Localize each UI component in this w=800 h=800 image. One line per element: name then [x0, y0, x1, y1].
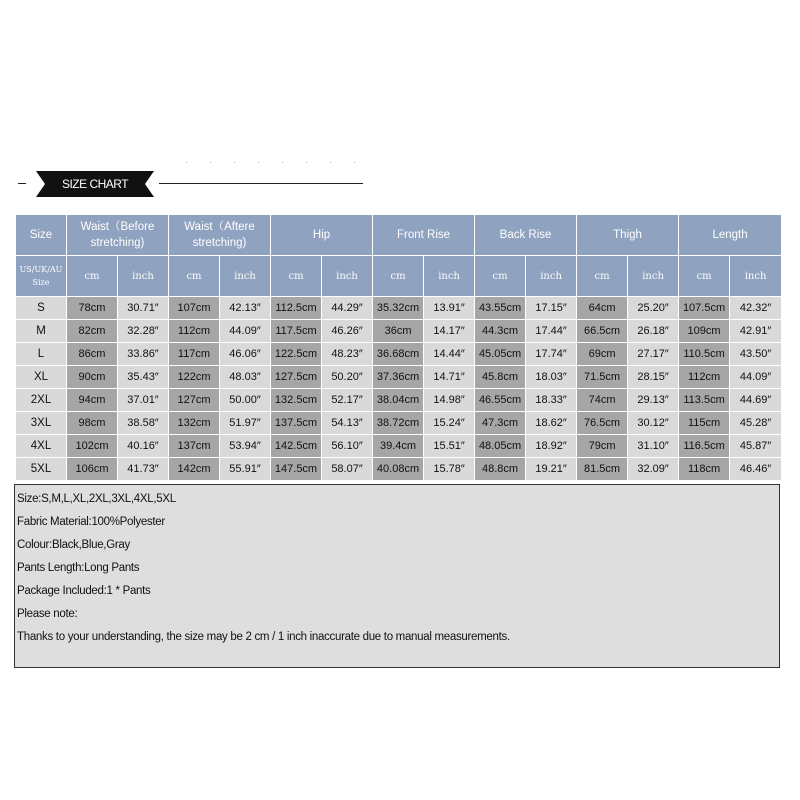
size-cell: L	[16, 343, 67, 366]
banner-dot	[210, 162, 211, 163]
note-line: Pants Length:Long Pants	[17, 562, 140, 574]
header-hip: Hip	[271, 215, 373, 256]
inch-value-cell: 50.20″	[322, 366, 373, 389]
inch-value-cell: 14.17″	[424, 320, 475, 343]
banner-dot	[186, 162, 187, 163]
banner-dot	[282, 162, 283, 163]
inch-value-cell: 53.94″	[220, 435, 271, 458]
header-thigh: Thigh	[577, 215, 679, 256]
table-row	[16, 389, 782, 412]
inch-value-cell: 48.03″	[220, 366, 271, 389]
inch-value-cell: 44.69″	[730, 389, 782, 412]
inch-value-cell: 18.33″	[526, 389, 577, 412]
inch-value-cell: 35.43″	[118, 366, 169, 389]
cm-value-cell: 137cm	[169, 435, 220, 458]
unit-cm: cm	[475, 256, 526, 297]
unit-inch: inch	[526, 256, 577, 297]
cm-value-cell: 117.5cm	[271, 320, 322, 343]
unit-row	[16, 256, 782, 297]
cm-value-cell: 94cm	[67, 389, 118, 412]
cm-value-cell: 112.5cm	[271, 297, 322, 320]
cm-value-cell: 137.5cm	[271, 412, 322, 435]
cm-value-cell: 116.5cm	[679, 435, 730, 458]
cm-value-cell: 79cm	[577, 435, 628, 458]
size-cell: XL	[16, 366, 67, 389]
cm-value-cell: 64cm	[577, 297, 628, 320]
cm-value-cell: 44.3cm	[475, 320, 526, 343]
table-row	[16, 297, 782, 320]
note-line: Fabric Material:100%Polyester	[17, 516, 165, 528]
cm-value-cell: 142.5cm	[271, 435, 322, 458]
inch-value-cell: 13.91″	[424, 297, 475, 320]
table-row	[16, 343, 782, 366]
size-cell: S	[16, 297, 67, 320]
unit-cm: cm	[67, 256, 118, 297]
cm-value-cell: 71.5cm	[577, 366, 628, 389]
inch-value-cell: 45.28″	[730, 412, 782, 435]
inch-value-cell: 38.58″	[118, 412, 169, 435]
cm-value-cell: 112cm	[679, 366, 730, 389]
cm-value-cell: 40.08cm	[373, 458, 424, 481]
inch-value-cell: 50.00″	[220, 389, 271, 412]
cm-value-cell: 38.72cm	[373, 412, 424, 435]
cm-value-cell: 48.05cm	[475, 435, 526, 458]
header-front-rise: Front Rise	[373, 215, 475, 256]
note-line: Package Included:1 * Pants	[17, 585, 151, 597]
product-notes	[14, 484, 780, 668]
header-back-rise: Back Rise	[475, 215, 577, 256]
cm-value-cell: 66.5cm	[577, 320, 628, 343]
cm-value-cell: 46.55cm	[475, 389, 526, 412]
inch-value-cell: 15.24″	[424, 412, 475, 435]
size-cell: 2XL	[16, 389, 67, 412]
cm-value-cell: 122.5cm	[271, 343, 322, 366]
banner-tag	[36, 171, 154, 197]
cm-value-cell: 132.5cm	[271, 389, 322, 412]
inch-value-cell: 42.32″	[730, 297, 782, 320]
unit-inch: inch	[730, 256, 782, 297]
inch-value-cell: 32.09″	[628, 458, 679, 481]
cm-value-cell: 74cm	[577, 389, 628, 412]
inch-value-cell: 14.71″	[424, 366, 475, 389]
cm-value-cell: 98cm	[67, 412, 118, 435]
cm-value-cell: 36cm	[373, 320, 424, 343]
banner-dot	[330, 162, 331, 163]
inch-value-cell: 18.92″	[526, 435, 577, 458]
cm-value-cell: 36.68cm	[373, 343, 424, 366]
cm-value-cell: 37.36cm	[373, 366, 424, 389]
cm-value-cell: 102cm	[67, 435, 118, 458]
cm-value-cell: 113.5cm	[679, 389, 730, 412]
inch-value-cell: 17.74″	[526, 343, 577, 366]
cm-value-cell: 86cm	[67, 343, 118, 366]
inch-value-cell: 25.20″	[628, 297, 679, 320]
inch-value-cell: 32.28″	[118, 320, 169, 343]
inch-value-cell: 19.21″	[526, 458, 577, 481]
table-row	[16, 320, 782, 343]
inch-value-cell: 40.16″	[118, 435, 169, 458]
note-line: Please note:	[17, 608, 78, 620]
size-cell: 3XL	[16, 412, 67, 435]
inch-value-cell: 51.97″	[220, 412, 271, 435]
inch-value-cell: 42.13″	[220, 297, 271, 320]
cm-value-cell: 90cm	[67, 366, 118, 389]
cm-value-cell: 43.55cm	[475, 297, 526, 320]
unit-cm: cm	[271, 256, 322, 297]
header-waist-after: Waist（Aftere stretching)	[169, 215, 271, 256]
inch-value-cell: 27.17″	[628, 343, 679, 366]
size-chart-banner	[16, 168, 366, 200]
unit-size-label: US/UK/AU Size	[16, 256, 67, 297]
inch-value-cell: 28.15″	[628, 366, 679, 389]
table-row	[16, 366, 782, 389]
cm-value-cell: 78cm	[67, 297, 118, 320]
cm-value-cell: 107.5cm	[679, 297, 730, 320]
inch-value-cell: 30.12″	[628, 412, 679, 435]
unit-inch: inch	[220, 256, 271, 297]
header-row	[16, 215, 782, 256]
cm-value-cell: 76.5cm	[577, 412, 628, 435]
table-row	[16, 435, 782, 458]
inch-value-cell: 52.17″	[322, 389, 373, 412]
note-line: Thanks to your understanding, the size may be 2 cm / 1 inch inaccurate due to manual measurements.	[17, 631, 510, 643]
size-table	[15, 214, 782, 481]
inch-value-cell: 46.06″	[220, 343, 271, 366]
inch-value-cell: 48.23″	[322, 343, 373, 366]
cm-value-cell: 142cm	[169, 458, 220, 481]
note-line: Colour:Black,Blue,Gray	[17, 539, 130, 551]
inch-value-cell: 43.50″	[730, 343, 782, 366]
banner-dot	[258, 162, 259, 163]
unit-cm: cm	[169, 256, 220, 297]
inch-value-cell: 17.15″	[526, 297, 577, 320]
size-cell: 4XL	[16, 435, 67, 458]
inch-value-cell: 54.13″	[322, 412, 373, 435]
cm-value-cell: 45.8cm	[475, 366, 526, 389]
header-waist-before: Waist（Before stretching)	[67, 215, 169, 256]
cm-value-cell: 127cm	[169, 389, 220, 412]
cm-value-cell: 132cm	[169, 412, 220, 435]
cm-value-cell: 69cm	[577, 343, 628, 366]
cm-value-cell: 127.5cm	[271, 366, 322, 389]
cm-value-cell: 117cm	[169, 343, 220, 366]
inch-value-cell: 55.91″	[220, 458, 271, 481]
note-line: Size:S,M,L,XL,2XL,3XL,4XL,5XL	[17, 493, 176, 505]
size-cell: 5XL	[16, 458, 67, 481]
unit-inch: inch	[118, 256, 169, 297]
cm-value-cell: 118cm	[679, 458, 730, 481]
cm-value-cell: 47.3cm	[475, 412, 526, 435]
cm-value-cell: 122cm	[169, 366, 220, 389]
inch-value-cell: 31.10″	[628, 435, 679, 458]
inch-value-cell: 44.09″	[220, 320, 271, 343]
size-table-body	[16, 215, 782, 481]
banner-title: SIZE CHART	[61, 177, 129, 191]
table-row	[16, 412, 782, 435]
inch-value-cell: 46.26″	[322, 320, 373, 343]
cm-value-cell: 82cm	[67, 320, 118, 343]
inch-value-cell: 15.51″	[424, 435, 475, 458]
cm-value-cell: 81.5cm	[577, 458, 628, 481]
inch-value-cell: 18.62″	[526, 412, 577, 435]
unit-inch: inch	[424, 256, 475, 297]
cm-value-cell: 38.04cm	[373, 389, 424, 412]
inch-value-cell: 26.18″	[628, 320, 679, 343]
inch-value-cell: 15.78″	[424, 458, 475, 481]
cm-value-cell: 147.5cm	[271, 458, 322, 481]
inch-value-cell: 33.86″	[118, 343, 169, 366]
table-row	[16, 458, 782, 481]
cm-value-cell: 106cm	[67, 458, 118, 481]
cm-value-cell: 39.4cm	[373, 435, 424, 458]
inch-value-cell: 46.46″	[730, 458, 782, 481]
unit-cm: cm	[373, 256, 424, 297]
inch-value-cell: 18.03″	[526, 366, 577, 389]
unit-cm: cm	[577, 256, 628, 297]
cm-value-cell: 35.32cm	[373, 297, 424, 320]
banner-dot	[306, 162, 307, 163]
header-size: Size	[16, 215, 67, 256]
banner-dot	[354, 162, 355, 163]
inch-value-cell: 56.10″	[322, 435, 373, 458]
inch-value-cell: 58.07″	[322, 458, 373, 481]
inch-value-cell: 29.13″	[628, 389, 679, 412]
header-length: Length	[679, 215, 782, 256]
banner-rule	[159, 183, 363, 184]
cm-value-cell: 115cm	[679, 412, 730, 435]
banner-dot	[234, 162, 235, 163]
banner-dash	[18, 183, 26, 184]
cm-value-cell: 112cm	[169, 320, 220, 343]
inch-value-cell: 45.87″	[730, 435, 782, 458]
inch-value-cell: 30.71″	[118, 297, 169, 320]
unit-inch: inch	[322, 256, 373, 297]
inch-value-cell: 14.44″	[424, 343, 475, 366]
cm-value-cell: 107cm	[169, 297, 220, 320]
inch-value-cell: 44.09″	[730, 366, 782, 389]
inch-value-cell: 42.91″	[730, 320, 782, 343]
inch-value-cell: 14.98″	[424, 389, 475, 412]
inch-value-cell: 17.44″	[526, 320, 577, 343]
banner-dots	[186, 162, 376, 166]
inch-value-cell: 41.73″	[118, 458, 169, 481]
inch-value-cell: 44.29″	[322, 297, 373, 320]
unit-inch: inch	[628, 256, 679, 297]
cm-value-cell: 45.05cm	[475, 343, 526, 366]
cm-value-cell: 110.5cm	[679, 343, 730, 366]
size-cell: M	[16, 320, 67, 343]
unit-cm: cm	[679, 256, 730, 297]
cm-value-cell: 109cm	[679, 320, 730, 343]
inch-value-cell: 37.01″	[118, 389, 169, 412]
cm-value-cell: 48.8cm	[475, 458, 526, 481]
